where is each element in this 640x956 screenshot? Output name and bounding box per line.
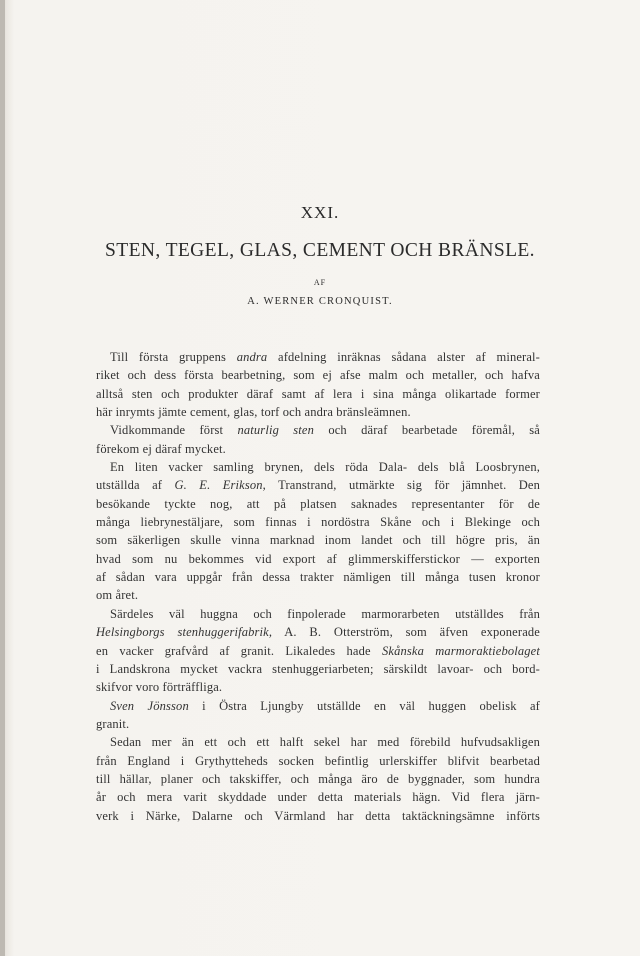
text-segment: och däraf bearbetade föremål, så [314,423,540,438]
text-segment: till hällar, planer och takskiffer, och många äro de byggnader, som hundra [96,771,540,786]
body-text [96,348,540,825]
text-line [96,770,540,788]
text-segment: skifvor voro förträffliga. [96,680,223,695]
text-segment: många liebrynestäljare, som finnas i nordöstra Skåne och i Blekinge och [96,515,540,530]
text-segment: granit. [96,716,130,731]
italic-segment: naturlig sten [237,423,315,438]
text-segment: En liten vacker samling brynen, dels röda Dala- dels blå Loosbrynen, [110,460,540,475]
text-segment: besökande tyckte nog, att på platsen saknades representanter för de [96,496,540,511]
text-line [96,788,540,806]
text-segment: af sådan vara uppgår från dessa trakter nämligen till många tusen kronor [96,570,540,585]
author-name: A. WERNER CRONQUIST. [247,296,393,307]
text-line [96,458,540,476]
text-segment: förekom ej däraf mycket. [96,441,226,456]
text-line [96,568,540,586]
text-segment: Till första gruppens [110,350,237,364]
text-segment: i Östra Ljungby utställde en väl huggen obelisk af [188,698,540,713]
text-segment: alltså sten och produkter däraf samt af lera i sina många olikartade former [96,386,540,401]
text-line [96,550,540,568]
book-gutter [0,0,5,956]
text-line [96,678,540,696]
chapter-title: STEN, TEGEL, GLAS, CEMENT OCH BRÄNSLE. [105,240,535,261]
text-segment: i Landskrona mycket vackra stenhuggeriarbeten; särskildt lavoar- och bord- [96,661,540,676]
text-line [96,733,540,751]
text-line [96,476,540,494]
text-line [96,623,540,641]
text-line [96,440,540,458]
text-segment: A. B. Otterström, som äfven exponerade [272,625,540,640]
text-segment: utställda af [96,478,175,493]
text-line [96,385,540,403]
text-segment: som säkerligen skulle vinna marknad inom landet och till högre pris, än [96,533,540,548]
italic-segment: andra [236,350,268,364]
text-segment: Sedan mer än ett och ett halft sekel har med förebild hufvudsakligen [110,735,540,750]
text-line [96,513,540,531]
text-line [96,752,540,770]
text-line [96,715,540,733]
text-line [96,605,540,623]
text-line [96,807,540,825]
text-line [96,531,540,549]
text-line [96,366,540,384]
text-line [96,421,540,439]
text-line [96,403,540,421]
text-segment: Transtrand, utmärkte sig för jämnhet. Den [265,478,540,493]
text-line [96,586,540,604]
text-segment: från England i Grythytteheds socken befintlig urlerskiffer blifvit bearbetad [96,753,540,768]
text-segment: år och mera varit skyddade under detta materials hägn. Vid flera järn- [96,790,540,805]
italic-segment: G. E. Erikson, [174,478,266,493]
text-segment: hvad som nu bekommes vid export af glimmerskifferstickor — exporten [96,551,540,566]
text-segment: om året. [96,588,139,603]
text-line [96,348,540,366]
italic-segment: Helsingborgs stenhuggerifabrik, [96,625,273,640]
italic-segment: Skånska marmoraktiebolaget [381,643,540,658]
text-segment: afdelning inräknas sådana alster af mineral- [267,350,540,364]
text-segment: en vacker grafvård af granit. Likaledes hade [96,643,382,658]
text-segment: riket och dess första bearbetning, som ej afse malm och metaller, och hafva [96,368,540,383]
text-segment: Särdeles väl huggna och finpolerade marmorarbeten utställdes från [110,606,540,621]
text-line [96,697,540,715]
byline-af: AF [313,278,327,287]
text-line [96,660,540,678]
text-line [96,642,540,660]
text-line [96,495,540,513]
text-segment: Vidkommande först [110,423,238,438]
chapter-number: XXI. [300,203,340,222]
text-segment: verk i Närke, Dalarne och Värmland har detta taktäckningsämne införts [96,808,540,823]
text-segment: här inrymts jämte cement, glas, torf och andra bränsleämnen. [96,405,411,420]
italic-segment: Sven Jönsson [110,698,189,713]
